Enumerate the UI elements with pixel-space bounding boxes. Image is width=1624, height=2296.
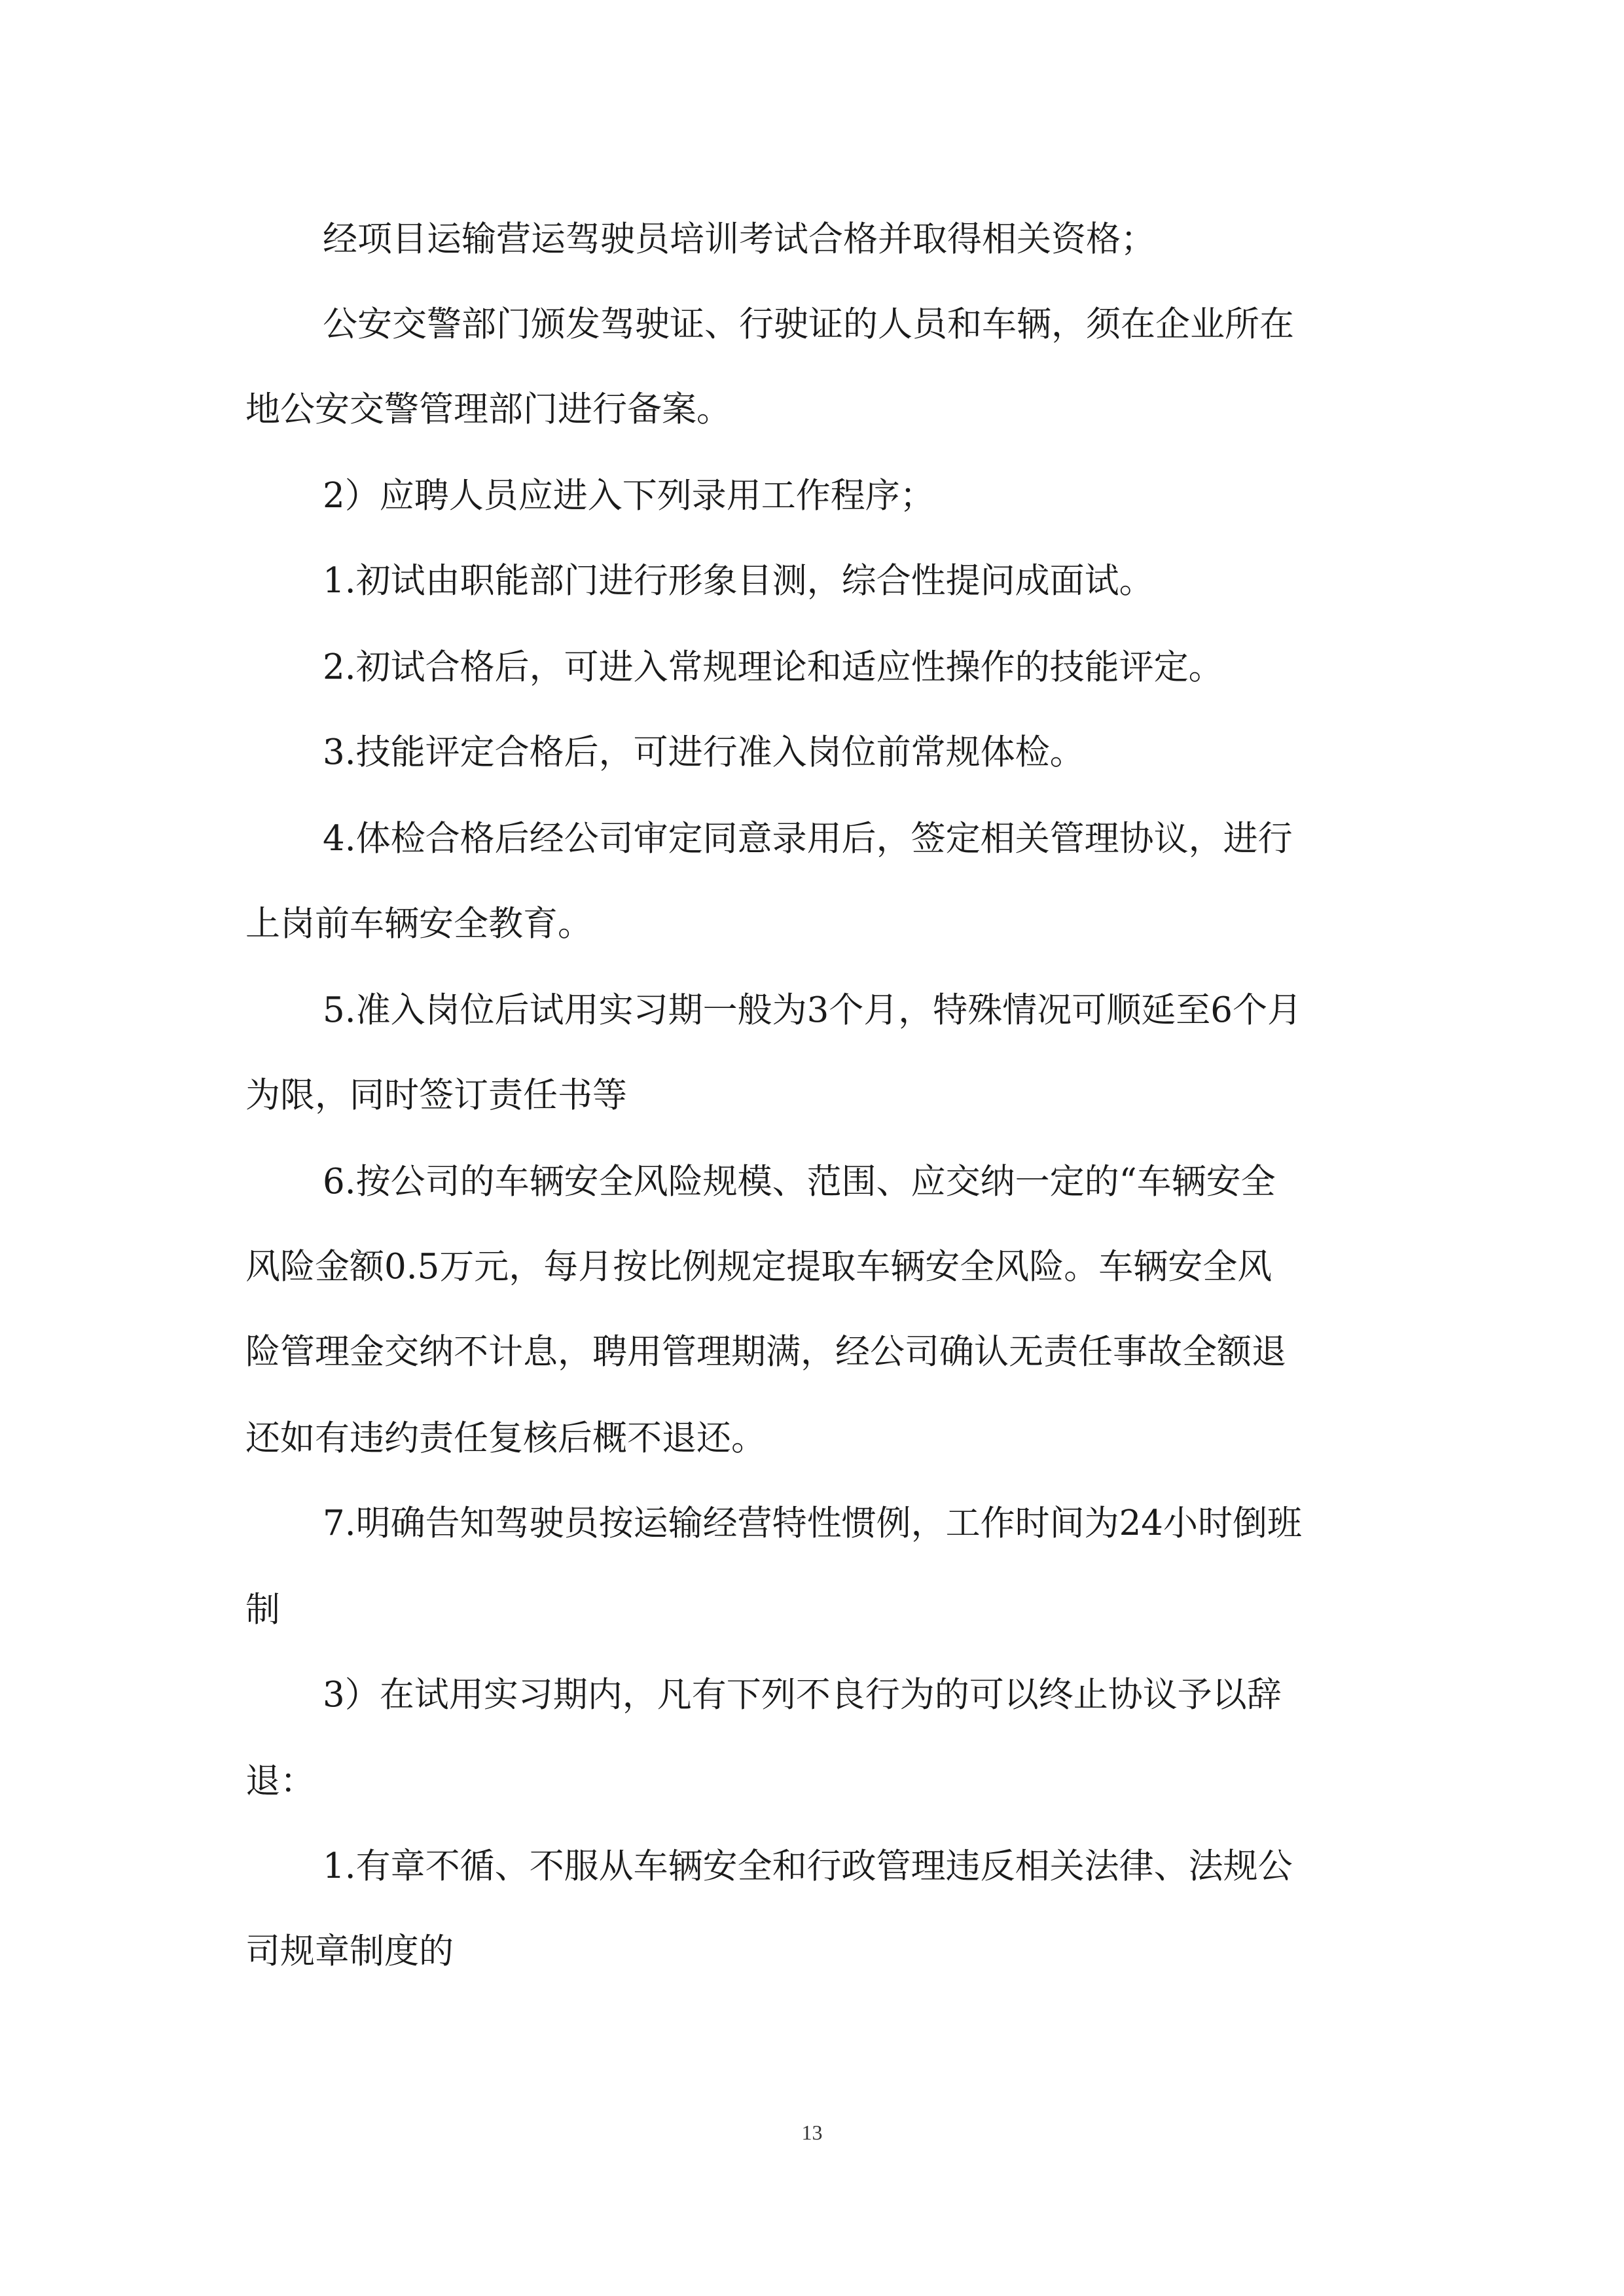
paragraph-line: 上岗前车辆安全教育。 [245,904,592,944]
paragraph-line: 2）应聘人员应进入下列录用工作程序； [323,476,935,516]
paragraph-line: 退： [245,1761,315,1801]
paragraph-line: 地公安交警管理部门进行备案。 [245,389,731,429]
page-number: 13 [801,2121,823,2144]
paragraph-line: 1.初试由职能部门进行形象目测，综合性提问成面试。 [323,561,1154,601]
paragraph-line: 公安交警部门颁发驾驶证、行驶证的人员和车辆，须在企业所在 [323,304,1294,344]
paragraph-line: 7.明确告知驾驶员按运输经营特性惯例，工作时间为24小时倒班 [323,1503,1303,1543]
paragraph-line: 6.按公司的车辆安全风险规模、范围、应交纳一定的“车辆安全 [323,1162,1276,1202]
paragraph-line: 2.初试合格后，可进入常规理论和适应性操作的技能评定。 [323,647,1223,687]
paragraph-line: 风险金额0.5万元，每月按比例规定提取车辆安全风险。车辆安全风 [245,1247,1272,1287]
paragraph-line: 还如有违约责任复核后概不退还。 [245,1418,766,1458]
paragraph-line: 司规章制度的 [245,1931,454,1971]
paragraph-line: 经项目运输营运驾驶员培训考试合格并取得相关资格； [323,219,1155,259]
paragraph-line: 5.准入岗位后试用实习期一般为3个月，特殊情况可顺延至6个月 [323,990,1303,1030]
paragraph-line: 3）在试用实习期内，凡有下列不良行为的可以终止协议予以辞 [323,1675,1282,1715]
paragraph-line: 险管理金交纳不计息，聘用管理期满，经公司确认无责任事故全额退 [245,1332,1286,1372]
paragraph-line: 制 [245,1590,280,1630]
paragraph-line: 4.体检合格后经公司审定同意录用后，签定相关管理协议，进行 [323,819,1293,859]
paragraph-line: 3.技能评定合格后，可进行准入岗位前常规体检。 [323,732,1085,772]
paragraph-line: 为限，同时签订责任书等 [245,1075,627,1115]
paragraph-line: 1.有章不循、不服从车辆安全和行政管理违反相关法律、法规公 [323,1846,1293,1886]
